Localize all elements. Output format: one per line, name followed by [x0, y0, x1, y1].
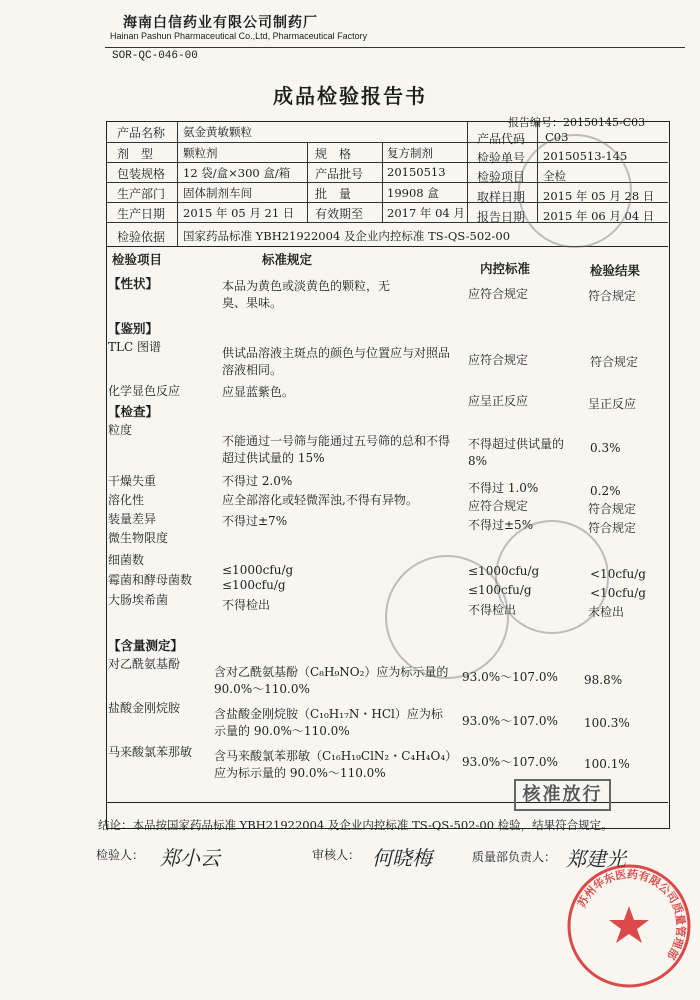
value-product-code: C03	[545, 130, 569, 144]
value-prod-date: 2015 年 05 月 21 日	[183, 206, 295, 220]
grey-seal-middle	[385, 555, 509, 679]
name-solu: 溶化性	[108, 493, 145, 507]
section-xingzhuang: 【性状】	[108, 276, 159, 291]
quality-seal	[565, 862, 693, 990]
section-jiancha: 【检查】	[108, 404, 159, 419]
value-pack: 12 袋/盒×300 盒/箱	[183, 166, 291, 180]
label-product-code: 产品代码	[477, 132, 526, 146]
std-tlc: 供试品溶液主斑点的颜色与位置应与对照品溶液相同。	[222, 346, 451, 377]
inspector-label: 检验人：	[96, 848, 145, 862]
result-para: 98.8%	[584, 673, 623, 687]
name-dry: 干燥失重	[108, 474, 157, 488]
name-bac: 细菌数	[108, 553, 145, 567]
std-color: 应显蓝紫色。	[222, 385, 295, 399]
label-qty: 批 量	[315, 187, 352, 201]
name-tlc: TLC 图谱	[108, 340, 161, 354]
sop-code: SOR-QC-046-00	[112, 50, 198, 62]
label-form: 剂 型	[117, 147, 154, 161]
qa-signature: 郑建光	[566, 847, 626, 871]
internal-mold: ≤100cfu/g	[468, 583, 532, 597]
header-divider	[105, 47, 685, 48]
internal-tlc: 应符合规定	[468, 353, 529, 367]
company-name-cn: 海南白信药业有限公司制药厂	[123, 15, 318, 31]
label-prod-date: 生产日期	[117, 207, 166, 221]
report-number: 报告编号：20150145-C03	[508, 116, 646, 129]
result-lidu: 0.3%	[590, 441, 621, 455]
result-aman: 100.3%	[584, 716, 630, 730]
result-solu: 符合规定	[588, 502, 637, 516]
label-product-name: 产品名称	[117, 126, 166, 140]
qa-label: 质量部负责人：	[472, 850, 557, 864]
name-chlor: 马来酸氯苯那敏	[108, 745, 193, 759]
result-bac: <10cfu/g	[590, 567, 646, 581]
name-aman: 盐酸金刚烷胺	[108, 701, 181, 715]
std-lidu: 不能通过一号筛与能通过五号筛的总和不得超过供试量的 15%	[222, 434, 451, 465]
col-header-result: 检验结果	[590, 263, 641, 278]
section-assay: 【含量测定】	[108, 638, 184, 653]
std-load: 不得过±7%	[222, 514, 288, 528]
value-qty: 19908 盒	[387, 186, 439, 200]
grid-line	[307, 142, 308, 222]
company-name-en: Hainan Pashun Pharmaceutical Co.,Ltd, Pharmaceutical Factory	[110, 31, 368, 41]
label-pack: 包装规格	[117, 167, 166, 181]
value-dept: 固体制剂车间	[183, 186, 252, 200]
label-test-no: 检验单号	[477, 151, 526, 165]
internal-xingzhuang: 应符合规定	[468, 287, 529, 301]
name-lidu: 粒度	[108, 423, 133, 437]
value-expiry: 2017 年 04 月	[387, 206, 465, 220]
inspector-signature: 郑小云	[160, 846, 220, 870]
page-title: 成品检验报告书	[273, 84, 427, 108]
section-jianbie: 【鉴别】	[108, 321, 159, 336]
label-sample-date: 取样日期	[477, 190, 526, 204]
result-color: 呈正反应	[588, 397, 637, 411]
label-dept: 生产部门	[117, 187, 166, 201]
label-basis: 检验依据	[117, 230, 166, 244]
result-xingzhuang: 符合规定	[588, 289, 637, 303]
std-mold: ≤100cfu/g	[222, 578, 286, 592]
svg-text:苏州华东医药有限公司质量管理部: 苏州华东医药有限公司质量管理部	[575, 867, 688, 962]
reviewer-signature: 何晓梅	[372, 846, 432, 870]
value-report-date: 2015 年 06 月 04 日	[543, 209, 655, 223]
conclusion: 结论：本品按国家药品标准 YBH21922004 及企业内控标准 TS-QS-502-00 检验，结果符合规定。	[98, 818, 613, 832]
std-chlor: 含马来酸氯苯那敏（C₁₆H₁₉ClN₂・C₄H₄O₄）应为标示量的 90.0%～110.0%	[214, 749, 452, 780]
internal-bac: ≤1000cfu/g	[468, 564, 540, 578]
internal-para: 93.0%～107.0%	[462, 670, 558, 684]
value-sample-date: 2015 年 05 月 28 日	[543, 189, 655, 203]
grid-line	[177, 122, 178, 246]
value-basis: 国家药品标准 YBH21922004 及企业内控标准 TS-QS-502-00	[183, 229, 511, 243]
label-spec: 规 格	[315, 147, 352, 161]
internal-ecoli: 不得检出	[468, 603, 517, 617]
internal-load: 不得过±5%	[468, 518, 534, 532]
std-ecoli: 不得检出	[222, 598, 271, 612]
value-form: 颗粒剂	[183, 146, 218, 160]
value-product-name: 氨金黄敏颗粒	[183, 125, 252, 139]
internal-color: 应呈正反应	[468, 394, 529, 408]
grid-line	[467, 122, 468, 222]
name-color: 化学显色反应	[108, 384, 181, 398]
value-test-no: 20150513-145	[543, 149, 628, 163]
col-header-item: 检验项目	[112, 252, 163, 267]
name-load: 装量差异	[108, 512, 157, 526]
internal-dry: 不得过 1.0%	[468, 481, 539, 495]
name-micro: 微生物限度	[108, 531, 169, 545]
std-aman: 含盐酸金刚烷胺（C₁₀H₁₇N・HCl）应为标示量的 90.0%～110.0%	[214, 707, 443, 738]
value-batch: 20150513	[387, 165, 446, 179]
internal-chlor: 93.0%～107.0%	[462, 755, 558, 769]
name-para: 对乙酰氨基酚	[108, 657, 181, 671]
label-report-date: 报告日期	[477, 210, 526, 224]
value-test-item: 全检	[543, 169, 566, 183]
col-header-standard: 标准规定	[262, 252, 313, 267]
grey-seal-right	[495, 520, 609, 634]
grey-seal-top	[518, 134, 632, 248]
result-tlc: 符合规定	[590, 355, 639, 369]
result-mold: <10cfu/g	[590, 586, 646, 600]
value-spec: 复方制剂	[387, 146, 433, 160]
col-header-internal: 内控标准	[480, 261, 531, 276]
internal-solu: 应符合规定	[468, 499, 529, 513]
internal-lidu: 不得超过供试量的 8%	[468, 437, 565, 468]
result-dry: 0.2%	[590, 484, 621, 498]
result-chlor: 100.1%	[584, 757, 630, 771]
internal-aman: 93.0%～107.0%	[462, 714, 558, 728]
label-expiry: 有效期至	[315, 207, 364, 221]
std-xingzhuang: 本品为黄色或淡黄色的颗粒，无臭、果味。	[222, 279, 391, 310]
grid-line	[382, 142, 383, 222]
approval-stamp: 核准放行	[514, 779, 611, 811]
std-bac: ≤1000cfu/g	[222, 563, 294, 577]
result-ecoli: 未检出	[588, 605, 625, 619]
std-dry: 不得过 2.0%	[222, 474, 293, 488]
std-para: 含对乙酰氨基酚（C₈H₉NO₂）应为标示量的 90.0%～110.0%	[214, 665, 449, 696]
label-test-item: 检验项目	[477, 170, 526, 184]
std-solu: 应全部溶化或轻微浑浊,不得有异物。	[222, 493, 418, 507]
name-mold: 霉菌和酵母菌数	[108, 573, 193, 587]
reviewer-label: 审核人：	[312, 848, 361, 862]
result-load: 符合规定	[588, 521, 637, 535]
label-batch: 产品批号	[315, 167, 364, 181]
name-ecoli: 大肠埃希菌	[108, 593, 169, 607]
